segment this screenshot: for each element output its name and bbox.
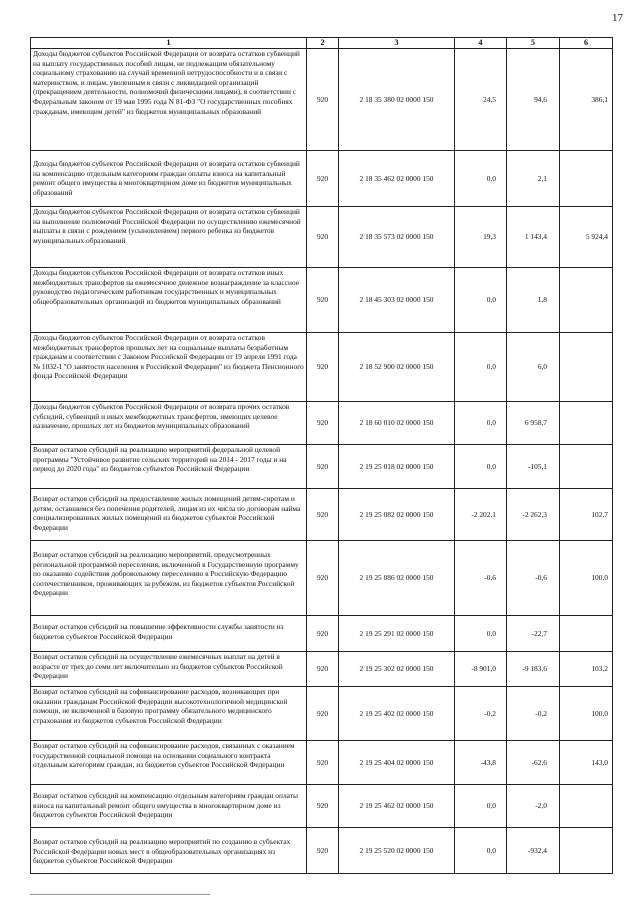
table-row	[31, 207, 613, 268]
row-description: Доходы бюджетов субъектов Российской Федерации от возврата остатков субвенций на выплату государственных пособий лицам, не подлежащим обязательному социальному страхованию на случай временной нетрудоспособности и в связи с материнством, и лицам, уволенным в связи с ликвидацией организаций (прекращением деятельности, полномочий физическими лицами), в соответствии с Федеральным законом от 19 мая 1995 года N 81-ФЗ "О государственных пособиях гражданам, имеющим детей" из бюджетов муниципальных образований	[31, 49, 307, 151]
row-admin-code: 920	[307, 785, 339, 828]
row-col6	[560, 445, 613, 489]
row-budget-code: 2 19 25 086 02 0000 150	[339, 541, 455, 616]
header-col-1: 1	[31, 38, 307, 49]
row-col4: 0,0	[455, 151, 507, 207]
row-admin-code: 920	[307, 207, 339, 268]
row-col4: 0,0	[455, 402, 507, 445]
row-budget-code: 2 19 25 520 02 0000 150	[339, 828, 455, 874]
row-admin-code: 920	[307, 652, 339, 687]
row-col5: 94,6	[507, 49, 560, 151]
row-description: Доходы бюджетов субъектов Российской Федерации от возврата остатков субвенций на выполнение полномочий Российской Федерации по осуществлению ежемесячной выплаты в связи с рождением (усыновлением) первого ребенка из бюджетов муниципальных образований	[31, 207, 307, 268]
row-admin-code: 920	[307, 687, 339, 741]
row-col6: 100,0	[560, 541, 613, 616]
table-row	[31, 402, 613, 445]
row-col5: -0,6	[507, 541, 560, 616]
row-budget-code: 2 19 25 018 02 0000 150	[339, 445, 455, 489]
table-row	[31, 652, 613, 687]
row-budget-code: 2 18 60 010 02 0000 150	[339, 402, 455, 445]
row-col4: -0,6	[455, 541, 507, 616]
row-col4: 0,0	[455, 445, 507, 489]
row-description: Возврат остатков субсидий на софинансирование расходов, связанных с оказанием государственной социальной помощи на основании социального контракта отдельным категориям граждан, из бюджетов субъектов Российской Федерации	[31, 741, 307, 785]
row-col6: 386,1	[560, 49, 613, 151]
header-col-2: 2	[307, 38, 339, 49]
row-description: Доходы бюджетов субъектов Российской Федерации от возврата остатков иных межбюджетных трансфертов на ежемесячное денежное вознаграждение за классное руководство педагогическим работникам государственных и муниципальных общеобразовательных организаций из бюджетов муниципальных образований	[31, 268, 307, 333]
row-col6	[560, 616, 613, 652]
row-col5: -0,2	[507, 687, 560, 741]
table-row	[31, 49, 613, 151]
row-admin-code: 920	[307, 151, 339, 207]
table-row	[31, 687, 613, 741]
row-budget-code: 2 18 35 380 02 0000 150	[339, 49, 455, 151]
table-row	[31, 445, 613, 489]
row-col6: 143,0	[560, 741, 613, 785]
row-col5: -62,6	[507, 741, 560, 785]
row-col4: -2 202,1	[455, 489, 507, 541]
header-col-6: 6	[560, 38, 613, 49]
row-admin-code: 920	[307, 49, 339, 151]
row-description: Возврат остатков субсидий на реализацию мероприятий федеральной целевой программы "Устойчивое развитие сельских территорий на 2014 - 2017 годы и на период до 2020 года" из бюджетов субъектов Российской Федерации	[31, 445, 307, 489]
row-col6: 103,2	[560, 652, 613, 687]
row-admin-code: 920	[307, 333, 339, 402]
row-admin-code: 920	[307, 489, 339, 541]
table-row	[31, 541, 613, 616]
row-description: Возврат остатков субсидий на повышение эффективности службы занятости из бюджетов субъектов Российской Федерации	[31, 616, 307, 652]
row-budget-code: 2 19 25 404 02 0000 150	[339, 741, 455, 785]
row-col4: 24,5	[455, 49, 507, 151]
header-col-5: 5	[507, 38, 560, 49]
row-col6: 100,0	[560, 687, 613, 741]
row-admin-code: 920	[307, 828, 339, 874]
row-col4: 19,3	[455, 207, 507, 268]
row-col5: 6 958,7	[507, 402, 560, 445]
table-row	[31, 616, 613, 652]
row-description: Доходы бюджетов субъектов Российской Федерации от возврата остатков субвенций на компенсацию отдельным категориям граждан оплаты взноса на капитальный ремонт общего имущества в многоквартирном доме из бюджетов муниципальных образований	[31, 151, 307, 207]
row-description: Возврат остатков субсидий на предоставление жилых помещений детям-сиротам и детям, оставшимся без попечения родителей, лицам из их числа по договорам найма специализированных жилых помещений из бюджетов субъектов Российской Федерации	[31, 489, 307, 541]
row-col4: 0,0	[455, 333, 507, 402]
row-col5: -9 183,6	[507, 652, 560, 687]
row-budget-code: 2 18 45 303 02 0000 150	[339, 268, 455, 333]
budget-table	[30, 37, 613, 874]
table-row	[31, 785, 613, 828]
table-row	[31, 741, 613, 785]
row-admin-code: 920	[307, 616, 339, 652]
table-row	[31, 828, 613, 874]
row-col5: -22,7	[507, 616, 560, 652]
row-description: Доходы бюджетов субъектов Российской Федерации от возврата прочих остатков субсидий, субвенций и иных межбюджетных трансфертов, имеющих целевое назначение, прошлых лет из бюджетов муниципальных образований	[31, 402, 307, 445]
row-budget-code: 2 19 25 402 02 0000 150	[339, 687, 455, 741]
row-col5: -105,1	[507, 445, 560, 489]
row-col6	[560, 785, 613, 828]
row-admin-code: 920	[307, 541, 339, 616]
row-col6	[560, 268, 613, 333]
row-col5: -932,4	[507, 828, 560, 874]
row-admin-code: 920	[307, 741, 339, 785]
row-col4: -8 901,0	[455, 652, 507, 687]
row-admin-code: 920	[307, 268, 339, 333]
row-description: Возврат остатков субсидий на компенсацию отдельным категориям граждан оплаты взноса на капитальный ремонт общего имущества в многоквартирном доме из бюджетов субъектов Российской Федерации	[31, 785, 307, 828]
row-description: Возврат остатков субсидий на реализацию мероприятий по созданию в субъектах Российской Федерации новых мест в общеобразовательных организациях из бюджетов субъектов Российской Федерации	[31, 828, 307, 874]
table-row	[31, 268, 613, 333]
header-col-4: 4	[455, 38, 507, 49]
row-budget-code: 2 19 25 302 02 0000 150	[339, 652, 455, 687]
row-budget-code: 2 18 52 900 02 0000 150	[339, 333, 455, 402]
row-col6	[560, 402, 613, 445]
row-col5: -2 262,3	[507, 489, 560, 541]
row-col6: 102,7	[560, 489, 613, 541]
table-body	[31, 49, 613, 874]
row-description: Возврат остатков субсидий на реализацию мероприятий, предусмотренных региональной программой переселения, включенной в Государственную программу по оказанию содействия добровольному переселению в Российскую Федерацию соотечественников, проживающих за рубежом, из бюджетов субъектов Российской Федерации	[31, 541, 307, 616]
row-col5: 2,1	[507, 151, 560, 207]
row-budget-code: 2 19 25 462 02 0000 150	[339, 785, 455, 828]
row-description: Доходы бюджетов субъектов Российской Федерации от возврата остатков межбюджетных трансфертов прошлых лет на социальные выплаты безработным гражданам в соответствии с Законом Российской Федерации от 19 апреля 1991 года № 1032-I "О занятости населения в Российской Федерации" из бюджета Пенсионного фонда Российской Федерации	[31, 333, 307, 402]
header-row	[31, 38, 613, 49]
header-col-3: 3	[339, 38, 455, 49]
row-budget-code: 2 18 35 462 02 0000 150	[339, 151, 455, 207]
row-col6	[560, 333, 613, 402]
row-col4: 0,0	[455, 616, 507, 652]
row-admin-code: 920	[307, 402, 339, 445]
row-col5: 6,0	[507, 333, 560, 402]
row-col5: -2,0	[507, 785, 560, 828]
table-header	[31, 38, 613, 49]
row-budget-code: 2 19 25 082 02 0000 150	[339, 489, 455, 541]
row-col6	[560, 151, 613, 207]
row-admin-code: 920	[307, 445, 339, 489]
row-col5: 1 143,4	[507, 207, 560, 268]
row-budget-code: 2 19 25 291 02 0000 150	[339, 616, 455, 652]
row-description: Возврат остатков субсидий на софинансирование расходов, возникающих при оказании гражданам Российской Федерации высокотехнологичной медицинской помощи, не включенной в базовую программу обязательного медицинского страхования из бюджетов субъектов Российской Федерации	[31, 687, 307, 741]
row-col4: -0,2	[455, 687, 507, 741]
row-description: Возврат остатков субсидий на осуществление ежемесячных выплат на детей в возрасте от трех до семи лет включительно из бюджетов субъектов Российской Федерации	[31, 652, 307, 687]
row-col5: 1,8	[507, 268, 560, 333]
row-col4: 0,0	[455, 268, 507, 333]
row-col4: -43,8	[455, 741, 507, 785]
page-number: 17	[612, 12, 623, 24]
row-col4: 0,0	[455, 828, 507, 874]
table-row	[31, 333, 613, 402]
row-col6: 5 924,4	[560, 207, 613, 268]
row-col4: 0,0	[455, 785, 507, 828]
table-row	[31, 151, 613, 207]
table-row	[31, 489, 613, 541]
row-budget-code: 2 18 35 573 02 0000 150	[339, 207, 455, 268]
footer-divider	[30, 894, 210, 895]
row-col6	[560, 828, 613, 874]
